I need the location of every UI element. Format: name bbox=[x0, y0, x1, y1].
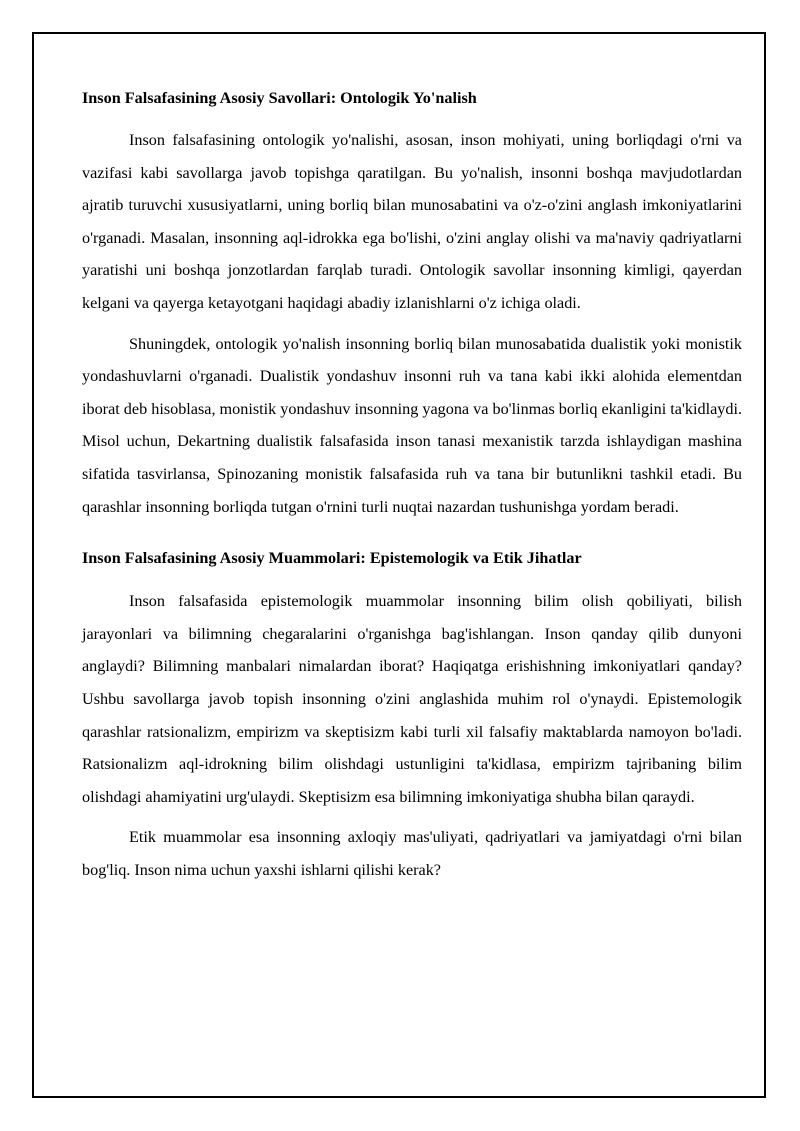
paragraph-epistemology: Inson falsafasida epistemologik muammolar insonning bilim olish qobiliyati, bilish jarayonlari va bilimning chegaralarini o'rganishga bag'ishlangan. Inson qanday qilib dunyoni anglaydi? Bilimning manbalari nimalardan iborat? Haqiqatga erishishning imkoniyatlari qanday? Ushbu savollarga javob topish insonning o'zini anglashida muhim rol o'ynaydi. Epistemologik qarashlar ratsionalizm, empirizm va skeptisizm kabi turli xil falsafiy maktablarda namoyon bo'ladi. Ratsionalizm aql-idrokning bilim olishdagi ustunligini ta'kidlasa, empirizm tajribaning bilim olishdagi ahamiyatini urg'ulaydi. Skeptisizm esa bilimning imkoniyatiga shubha bilan qaraydi. bbox=[82, 592, 742, 806]
paragraph-ontology-1: Inson falsafasining ontologik yo'nalishi, asosan, inson mohiyati, uning borliqdagi o'rni va vazifasi kabi savollarga javob topishga qaratilgan. Bu yo'nalish, insonni boshqa mavjudotlardan ajratib turuvchi xususiyatlarni, uning borliq bilan munosabatini va o'z-o'zini anglash imkoniyatlarini o'rganadi. Masalan, insonning aql-idrokka ega bo'lishi, o'zini anglay olishi va ma'naviy qadriyatlarni yaratishi uni boshqa jonzotlardan farqlab turadi. Ontologik savollar insonning kimligi, qayerdan kelgani va qayerga ketayotgani haqidagi abadiy izlanishlarni o'z ichiga oladi. bbox=[82, 131, 742, 312]
paragraph-ethics: Etik muammolar esa insonning axloqiy mas'uliyati, qadriyatlari va jamiyatdagi o'rni bilan bog'liq. Inson nima uchun yaxshi ishlarni qilishi kerak? bbox=[82, 828, 742, 879]
paragraph-ontology-2: Shuningdek, ontologik yo'nalish insonning borliq bilan munosabatida dualistik yoki monistik yondashuvlarni o'rganadi. Dualistik yondashuv insonni ruh va tana kabi ikki alohida elementdan iborat deb hisoblasa, monistik yondashuv insonning yagona va bo'linmas borliq ekanligini ta'kidlaydi. Misol uchun, Dekartning dualistik falsafasida inson tanasi mexanistik tarzda ishlaydigan mashina sifatida tasvirlansa, Spinozaning monistik falsafasida ruh va tana bir butunlikni tashkil etadi. Bu qarashlar insonning borliqda tutgan o'rnini turli nuqtai nazardan tushunishga yordam beradi. bbox=[82, 334, 742, 516]
section-heading-epistemology-ethics: Inson Falsafasining Asosiy Muammolari: Epistemologik va Etik Jihatlar bbox=[82, 549, 582, 568]
section-heading-ontology: Inson Falsafasining Asosiy Savollari: Ontologik Yo'nalish bbox=[82, 89, 477, 107]
document-body bbox=[82, 84, 742, 886]
